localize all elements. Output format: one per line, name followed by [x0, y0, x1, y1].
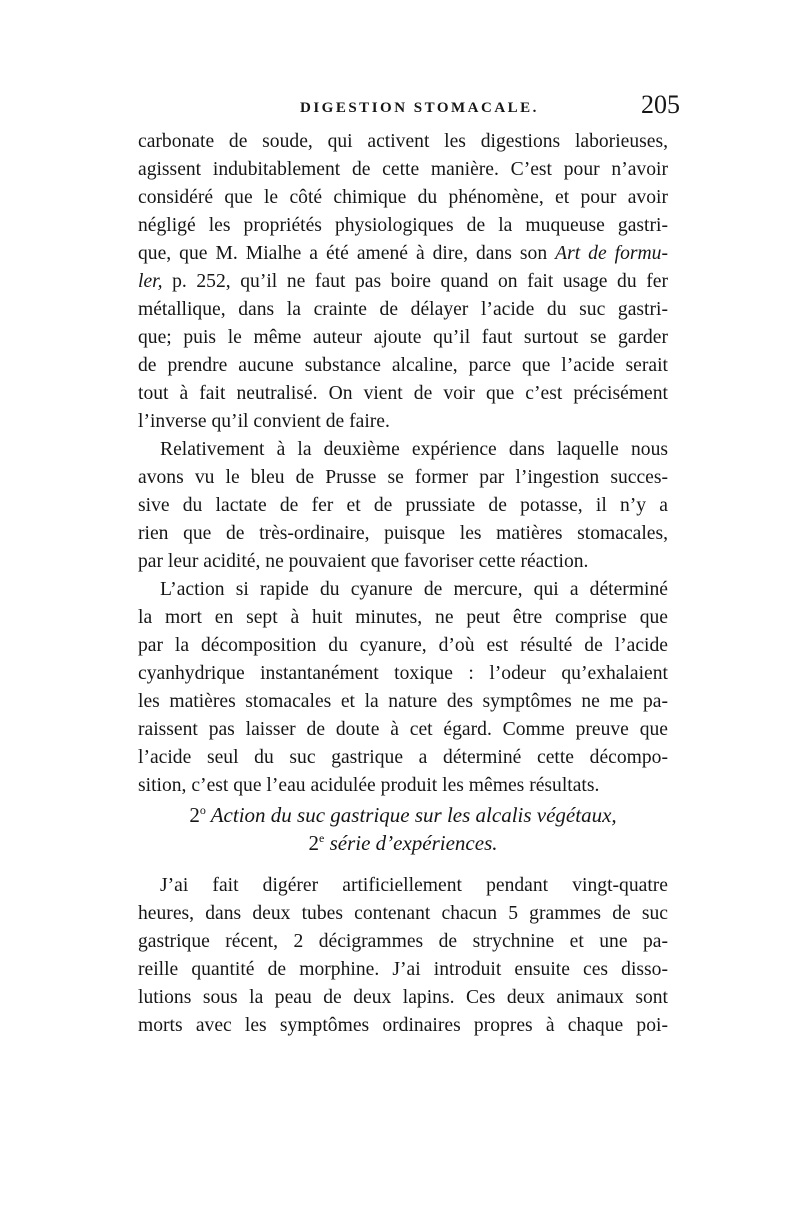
text-line: par la décomposition du cyanure, d’où est résulté de l’acide: [138, 635, 668, 656]
section-subheading: [138, 828, 668, 858]
section-number: 2: [189, 803, 200, 827]
text-line: métallique, dans la crainte de délayer l’acide du suc gastri-: [138, 299, 668, 320]
book-title-italic: Art de formu-: [555, 243, 668, 264]
text-line: Relativement à la deuxième expérience dans laquelle nous: [160, 439, 668, 460]
page-number: 205: [641, 90, 680, 119]
text-line: [138, 240, 668, 268]
text-line: sive du lactate de fer et de prussiate de potasse, il n’y a: [138, 495, 668, 516]
section-heading-text: Action du suc gastrique sur les alcalis végétaux,: [210, 803, 617, 827]
text-line: avons vu le bleu de Prusse se former par l’ingestion succes-: [138, 467, 668, 488]
text-line: sition, c’est que l’eau acidulée produit les mêmes résultats.: [138, 775, 600, 796]
text-line: considéré que le côté chimique du phénomène, et pour avoir: [138, 187, 668, 208]
text-line: les matières stomacales et la nature des symptômes ne me pa-: [138, 691, 668, 712]
section-subheading-text: série d’expériences.: [329, 831, 498, 855]
text-line: rien que de très-ordinaire, puisque les matières stomacales,: [138, 523, 668, 544]
text-line: lutions sous la peau de deux lapins. Ces deux animaux sont: [138, 987, 668, 1008]
running-header: [138, 90, 686, 122]
text-line: que; puis le même auteur ajoute qu’il faut surtout se garder: [138, 327, 668, 348]
book-title-italic: ler,: [138, 271, 163, 292]
text-line: cyanhydrique instantanément toxique : l’odeur qu’exhalaient: [138, 663, 668, 684]
section-heading: [138, 800, 668, 830]
ordinal-suffix: e: [319, 831, 325, 845]
running-title: DIGESTION STOMACALE.: [300, 100, 539, 116]
text-span: que, que M. Mialhe a été amené à dire, dans son: [138, 243, 548, 264]
ordinal-suffix: o: [199, 803, 206, 817]
text-line: de prendre aucune substance alcaline, parce que l’acide serait: [138, 355, 668, 376]
text-line: la mort en sept à huit minutes, ne peut être comprise que: [138, 607, 668, 628]
text-line: heures, dans deux tubes contenant chacun 5 grammes de suc: [138, 903, 668, 924]
text-line: J’ai fait digérer artificiellement pendant vingt-quatre: [160, 875, 668, 896]
text-line: négligé les propriétés physiologiques de la muqueuse gastri-: [138, 215, 668, 236]
text-span: p. 252, qu’il ne faut pas boire quand on fait usage du fer: [172, 271, 668, 292]
text-line: agissent indubitablement de cette manière. C’est pour n’avoir: [138, 159, 668, 180]
text-line: l’inverse qu’il convient de faire.: [138, 411, 390, 432]
text-line: l’acide seul du suc gastrique a déterminé cette décompo-: [138, 747, 668, 768]
text-line: raissent pas laisser de doute à cet égard. Comme preuve que: [138, 719, 668, 740]
text-line: par leur acidité, ne pouvaient que favoriser cette réaction.: [138, 551, 589, 572]
text-line: carbonate de soude, qui activent les digestions laborieuses,: [138, 131, 668, 152]
text-line: reille quantité de morphine. J’ai introduit ensuite ces disso-: [138, 959, 668, 980]
text-line: morts avec les symptômes ordinaires propres à chaque poi-: [138, 1015, 668, 1036]
text-line: [138, 268, 668, 296]
text-line: gastrique récent, 2 décigrammes de strychnine et une pa-: [138, 931, 668, 952]
text-line: tout à fait neutralisé. On vient de voir que c’est précisément: [138, 383, 668, 404]
series-number: 2: [308, 831, 319, 855]
text-line: L’action si rapide du cyanure de mercure, qui a déterminé: [160, 579, 668, 600]
